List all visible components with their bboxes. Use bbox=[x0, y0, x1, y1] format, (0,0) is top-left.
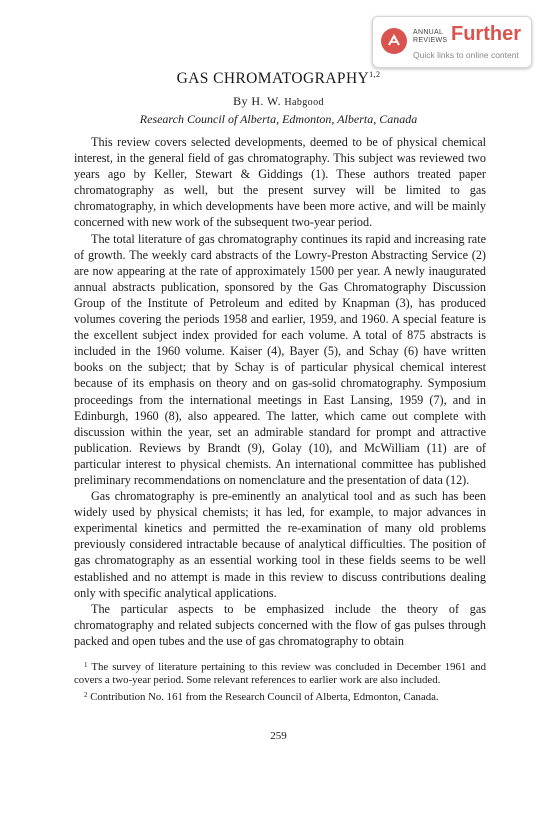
annual-reviews-logo-icon bbox=[381, 28, 407, 54]
author-surname: Habgood bbox=[284, 97, 324, 108]
footnote bbox=[74, 689, 486, 704]
author-by: By bbox=[233, 94, 248, 108]
footnote-text: The survey of literature pertaining to this review was concluded in December 1961 and covers a two-year period. Some relevant references to earlier work are also included. bbox=[74, 661, 486, 686]
body-paragraph: The total literature of gas chromatography continues its rapid and increasing rate of growth. The weekly card abstracts of the Lowry-Preston Abstracting Service (2) are now appearing at the rate of approximately 1500 per year. A newly inaugurated annual abstracts publication, sponsored by the Gas Chromatography Discussion Group of the Institute of Petroleum and edited by Knapman (3), has produced volumes covering the periods 1958 and earlier, 1959, and 1960. A special feature is the excellent subject index provided for each volume. A total of 875 abstracts is included in the 1960 volume. Kaiser (4), Bayer (5), and Schay (6) have written books on the subject; that by Schay is of particular physical chemical interest because of its emphasis on theory and on gas-solid chromatography. Symposium proceedings from the international meetings in East Lansing, 1959 (7), and in Edinburgh, 1960 (8), also appeared. The latter, which came out complete with discussion within the year, set an admirable standard for prompt and attractive publication. Reviews by Brandt (9), Golay (10), and McWilliam (11) are of particular interest to physical chemists. An international committee has published preliminary recommendations on nomenclature and the presentation of data (12). bbox=[74, 231, 486, 487]
page-number: 259 bbox=[270, 730, 287, 742]
article-title bbox=[0, 70, 557, 88]
badge-annual-text: ANNUAL bbox=[413, 29, 444, 36]
footnote bbox=[74, 659, 486, 687]
annual-reviews-further-badge[interactable] bbox=[372, 16, 532, 68]
badge-subtitle: Quick links to online content bbox=[413, 50, 519, 60]
article-title-text: GAS CHROMATOGRAPHY bbox=[176, 70, 370, 87]
badge-reviews-text: REVIEWS bbox=[413, 37, 448, 44]
author-line bbox=[0, 94, 557, 109]
article-body bbox=[74, 134, 486, 649]
footnotes bbox=[74, 659, 486, 706]
title-footnote-marker: 1,2 bbox=[369, 70, 381, 79]
body-paragraph: The particular aspects to be emphasized include the theory of gas chromatography and related subjects concerned with the flow of gas pulses through packed and open tubes and the use of gas chromatography to obtain bbox=[74, 601, 486, 648]
author-affiliation: Research Council of Alberta, Edmonton, Alberta, Canada bbox=[139, 112, 418, 126]
author-initials: H. W. bbox=[251, 94, 282, 108]
footnote-marker: 2 bbox=[84, 691, 88, 699]
footnote-marker: 1 bbox=[84, 661, 88, 669]
footnote-text: Contribution No. 161 from the Research Council of Alberta, Edmonton, Canada. bbox=[90, 691, 439, 703]
badge-further-text: Further bbox=[451, 23, 521, 45]
body-paragraph: Gas chromatography is pre-eminently an analytical tool and as such has been widely used by physical chemists; it has led, for example, to major advances in experimental kinetics and permitted the re-examination of many old problems previously considered intractable because of analytical difficulties. The position of gas chromatography as an essential working tool in these fields seems to be well established and no attempt is made in this review to discuss contributions dealing only with specific analytical applications. bbox=[74, 489, 486, 600]
body-paragraph: This review covers selected developments, deemed to be of physical chemical interest, in the general field of gas chromatography. This subject was reviewed two years ago by Keller, Stewart & Giddings (1). These authors treated paper chromatography as well, but the present survey will be limited to gas chromatography, in which developments have been more active, and will be mainly concerned with new work of the subsequent two-year period. bbox=[74, 135, 486, 230]
